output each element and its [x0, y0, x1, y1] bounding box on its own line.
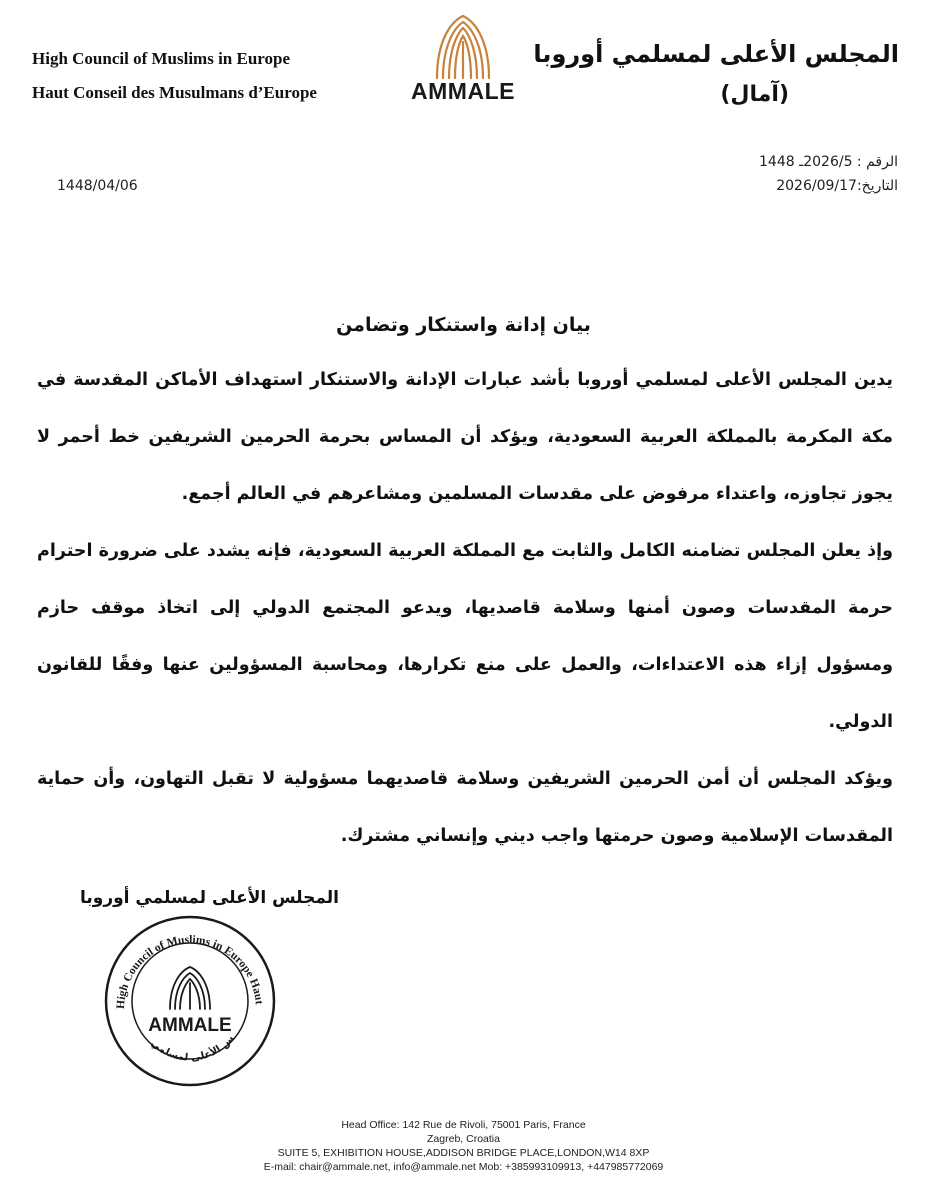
footer-head-office: Head Office: 142 Rue de Rivoli, 75001 Paris, France: [341, 1119, 586, 1131]
footer-london-address: SUITE 5, EXHIBITION HOUSE,ADDISON BRIDGE PLACE,LONDON,W14 8XP: [277, 1147, 650, 1159]
seal-logo-text: AMMALE: [148, 1015, 232, 1036]
statement-body: [37, 352, 893, 865]
logo-wordmark: AMMALE: [411, 78, 515, 104]
footer-email-phone: E-mail: chair@ammale.net, info@ammale.net Mob: +385993109913, +447985772069: [263, 1161, 664, 1173]
ammale-logo: [398, 12, 528, 104]
reference-number: الرقم : 2026/5ـ 1448: [759, 154, 898, 170]
arabic-org-abbrev: (آمال): [720, 82, 789, 107]
seal-icon: [102, 913, 278, 1089]
arabic-org-name: المجلس الأعلى لمسلمي أوروبا: [533, 40, 899, 68]
seal-arabic-text: س الأعلى لمسلمي: [148, 1033, 237, 1064]
signature-org-name: المجلس الأعلى لمسلمي أوروبا: [80, 888, 339, 908]
paragraph-1: يدين المجلس الأعلى لمسلمي أوروبا بأشد عبارات الإدانة والاستنكار استهداف الأماكن المقدسة في مكة المكرمة بالمملكة العربية السعودية، ويؤكد أن المساس بحرمة الحرمين الشريفين خط أحمر لا يجوز تجاوزه، واعتداء مرفوض على مقدسات المسلمين ومشاعرهم في العالم أجمع.: [37, 370, 893, 504]
paragraph-2: وإذ يعلن المجلس تضامنه الكامل والثابت مع المملكة العربية السعودية، فإنه يشدد على ضرورة احترام حرمة المقدسات وصون أمنها وسلامة قاصديها، ويدعو المجتمع الدولي إلى اتخاذ موقف حازم ومسؤول إزاء هذه الاعتداءات، والعمل على منع تكرارها، ومحاسبة المسؤولين عنها وفقًا للقانون الدولي.: [37, 541, 893, 732]
footer-contact: [0, 1118, 927, 1174]
seal-outer-text: High Council of Muslims in Europe Haut: [114, 933, 265, 1010]
gregorian-date: التاريخ:2026/09/17: [776, 178, 898, 194]
official-seal: [102, 913, 278, 1089]
french-org-name: Haut Conseil des Musulmans d’Europe: [32, 83, 317, 102]
hijri-date: 1448/04/06: [57, 178, 138, 194]
paragraph-3: ويؤكد المجلس أن أمن الحرمين الشريفين وسلامة قاصديهما مسؤولية لا تقبل التهاون، وأن حماية المقدسات الإسلامية وصون حرمتها واجب ديني وإنساني مشترك.: [37, 769, 893, 846]
english-org-name: High Council of Muslims in Europe: [32, 49, 291, 68]
footer-city: Zagreb, Croatia: [427, 1133, 500, 1145]
statement-title: بيان إدانة واستنكار وتضامن: [336, 314, 591, 336]
